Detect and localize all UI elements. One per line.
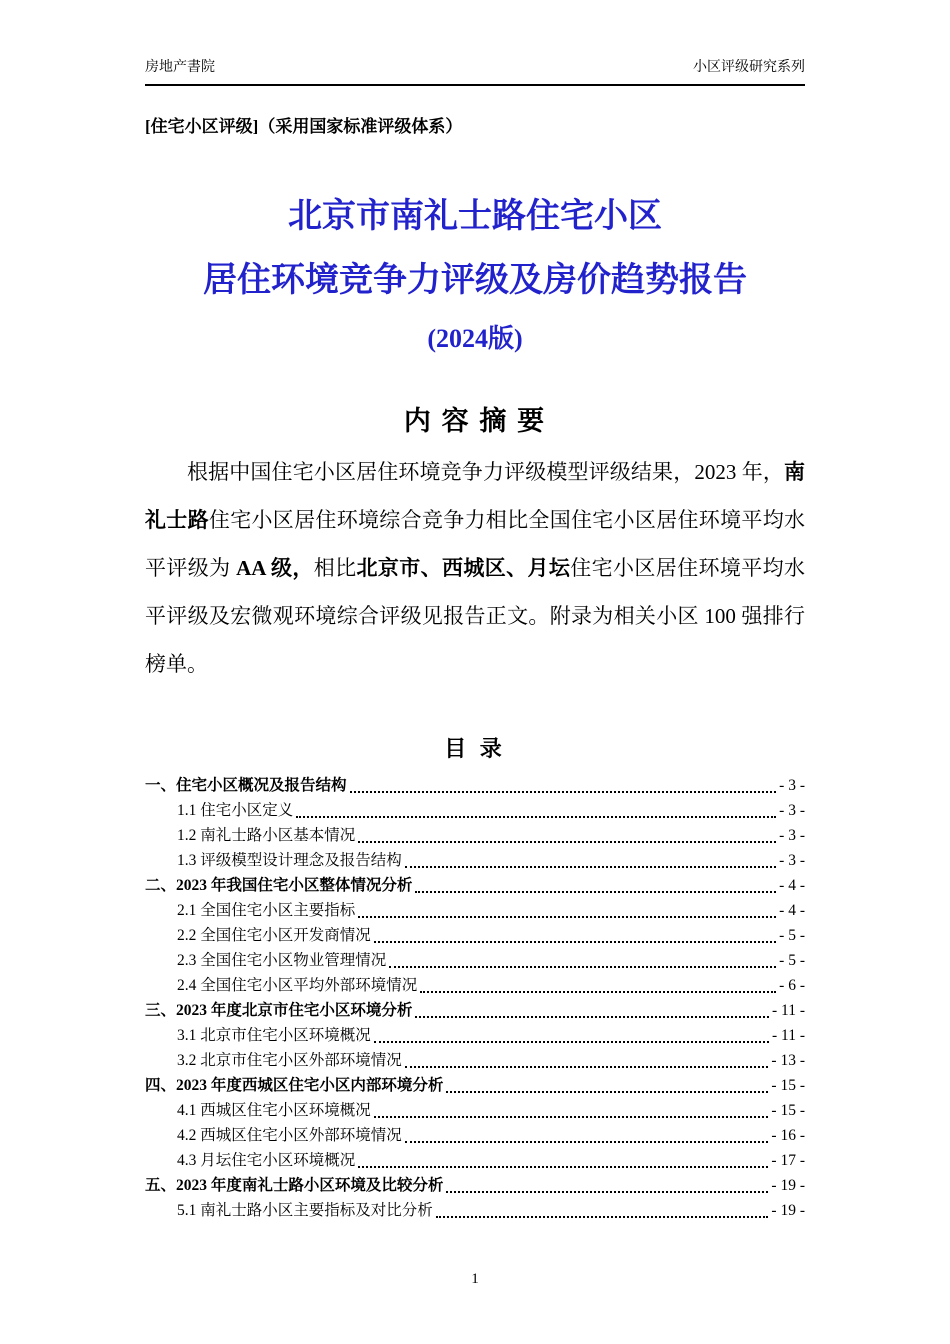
toc-dot-leader	[374, 1041, 769, 1043]
toc-entry[interactable]	[145, 998, 805, 1023]
document-header	[145, 56, 805, 84]
toc-entry-page: - 3 -	[779, 777, 805, 794]
toc-dot-leader	[446, 1191, 768, 1193]
toc-entry[interactable]	[145, 1048, 805, 1073]
toc-entry-page: - 4 -	[779, 902, 805, 919]
toc-entry[interactable]	[145, 1073, 805, 1098]
report-title	[145, 185, 805, 313]
toc-entry-label: 2.4 全国住宅小区平均外部环境情况	[177, 977, 418, 994]
toc-entry-page: - 11 -	[772, 1002, 805, 1019]
toc-entry-label: 1.3 评级模型设计理念及报告结构	[177, 852, 402, 869]
toc-entry-page: - 6 -	[779, 977, 805, 994]
toc-entry[interactable]	[145, 948, 805, 973]
toc-dot-leader	[350, 791, 777, 793]
report-title-line-2: 居住环境竞争力评级及房价趋势报告	[203, 262, 747, 299]
summary-text-segment: 住宅小区居住环境平均水平评级及宏微观环境综合评级见报告正文。附录为相关小区 100 强排行榜单。	[145, 556, 806, 676]
toc-dot-leader	[374, 1116, 769, 1118]
toc-dot-leader	[405, 1066, 769, 1068]
toc-entry[interactable]	[145, 848, 805, 873]
table-of-contents	[145, 773, 805, 1223]
toc-entry-page: - 3 -	[779, 827, 805, 844]
toc-entry[interactable]	[145, 898, 805, 923]
toc-entry-label: 四、2023 年度西城区住宅小区内部环境分析	[145, 1077, 444, 1094]
toc-entry-page: - 13 -	[771, 1052, 805, 1069]
toc-entry[interactable]	[145, 1023, 805, 1048]
toc-entry-page: - 3 -	[779, 852, 805, 869]
toc-entry-label: 2.2 全国住宅小区开发商情况	[177, 927, 371, 944]
toc-dot-leader	[415, 891, 776, 893]
summary-text-segment: AA 级，	[236, 556, 314, 580]
header-left-text: 房地产書院	[145, 60, 215, 75]
summary-text-segment: 南礼士路	[145, 460, 805, 532]
toc-dot-leader	[420, 991, 776, 993]
page-number: 1	[471, 1271, 479, 1287]
toc-entry[interactable]	[145, 823, 805, 848]
toc-entry-page: - 5 -	[779, 952, 805, 969]
toc-entry-page: - 19 -	[771, 1177, 805, 1194]
toc-entry-page: - 3 -	[779, 802, 805, 819]
toc-entry-label: 1.2 南礼士路小区基本情况	[177, 827, 356, 844]
report-edition: (2024版)	[427, 324, 523, 353]
toc-dot-leader	[415, 1016, 769, 1018]
toc-entry-page: - 5 -	[779, 927, 805, 944]
toc-dot-leader	[374, 941, 776, 943]
toc-entry[interactable]	[145, 1123, 805, 1148]
toc-entry-label: 3.2 北京市住宅小区外部环境情况	[177, 1052, 402, 1069]
toc-entry-label: 三、2023 年度北京市住宅小区环境分析	[145, 1002, 413, 1019]
toc-dot-leader	[446, 1091, 768, 1093]
toc-entry-label: 3.1 北京市住宅小区环境概况	[177, 1027, 371, 1044]
toc-entry[interactable]	[145, 923, 805, 948]
toc-dot-leader	[358, 1166, 768, 1168]
summary-text-segment: 相比	[313, 556, 357, 580]
toc-dot-leader	[358, 916, 776, 918]
toc-entry-label: 5.1 南礼士路小区主要指标及对比分析	[177, 1202, 433, 1219]
toc-entry-page: - 11 -	[772, 1027, 805, 1044]
toc-dot-leader	[358, 841, 776, 843]
toc-entry-label: 4.2 西城区住宅小区外部环境情况	[177, 1127, 402, 1144]
toc-entry[interactable]	[145, 1198, 805, 1223]
report-tagline: [住宅小区评级]（采用国家标准评级体系）	[145, 117, 463, 136]
toc-entry-label: 2.1 全国住宅小区主要指标	[177, 902, 356, 919]
page-footer	[0, 1271, 950, 1288]
toc-entry-page: - 4 -	[779, 877, 805, 894]
header-right-text: 小区评级研究系列	[693, 60, 805, 75]
toc-entry-page: - 16 -	[771, 1127, 805, 1144]
toc-entry-label: 二、2023 年我国住宅小区整体情况分析	[145, 877, 413, 894]
toc-dot-leader	[389, 966, 776, 968]
toc-entry[interactable]	[145, 1148, 805, 1173]
toc-entry[interactable]	[145, 1098, 805, 1123]
toc-dot-leader	[405, 1141, 769, 1143]
report-title-line-1: 北京市南礼士路住宅小区	[288, 198, 662, 235]
toc-dot-leader	[436, 1216, 769, 1218]
summary-text-segment: 住宅小区居住环境综合竞争力相比全国住宅小区居住环境平均水平评级为	[145, 508, 806, 580]
summary-heading: 内 容 摘 要	[403, 406, 547, 436]
toc-entry-label: 2.3 全国住宅小区物业管理情况	[177, 952, 387, 969]
toc-entry-label: 4.1 西城区住宅小区环境概况	[177, 1102, 371, 1119]
toc-dot-leader	[405, 866, 776, 868]
toc-entry-label: 一、住宅小区概况及报告结构	[145, 777, 347, 794]
toc-entry-page: - 19 -	[771, 1202, 805, 1219]
toc-dot-leader	[296, 816, 776, 818]
toc-entry-label: 1.1 住宅小区定义	[177, 802, 294, 819]
summary-paragraph	[145, 448, 805, 688]
summary-text-segment: 北京市、西城区、月坛	[356, 556, 571, 580]
toc-entry[interactable]	[145, 873, 805, 898]
toc-entry[interactable]	[145, 1173, 805, 1198]
toc-entry[interactable]	[145, 973, 805, 998]
toc-entry-label: 五、2023 年度南礼士路小区环境及比较分析	[145, 1177, 444, 1194]
toc-entry-label: 4.3 月坛住宅小区环境概况	[177, 1152, 356, 1169]
toc-entry[interactable]	[145, 798, 805, 823]
toc-entry-page: - 17 -	[771, 1152, 805, 1169]
toc-entry[interactable]	[145, 773, 805, 798]
toc-heading: 目 录	[444, 736, 506, 761]
toc-entry-page: - 15 -	[771, 1102, 805, 1119]
summary-text-segment: 根据中国住宅小区居住环境竞争力评级模型评级结果，2023 年，	[187, 460, 784, 484]
header-divider	[145, 84, 805, 86]
toc-entry-page: - 15 -	[771, 1077, 805, 1094]
